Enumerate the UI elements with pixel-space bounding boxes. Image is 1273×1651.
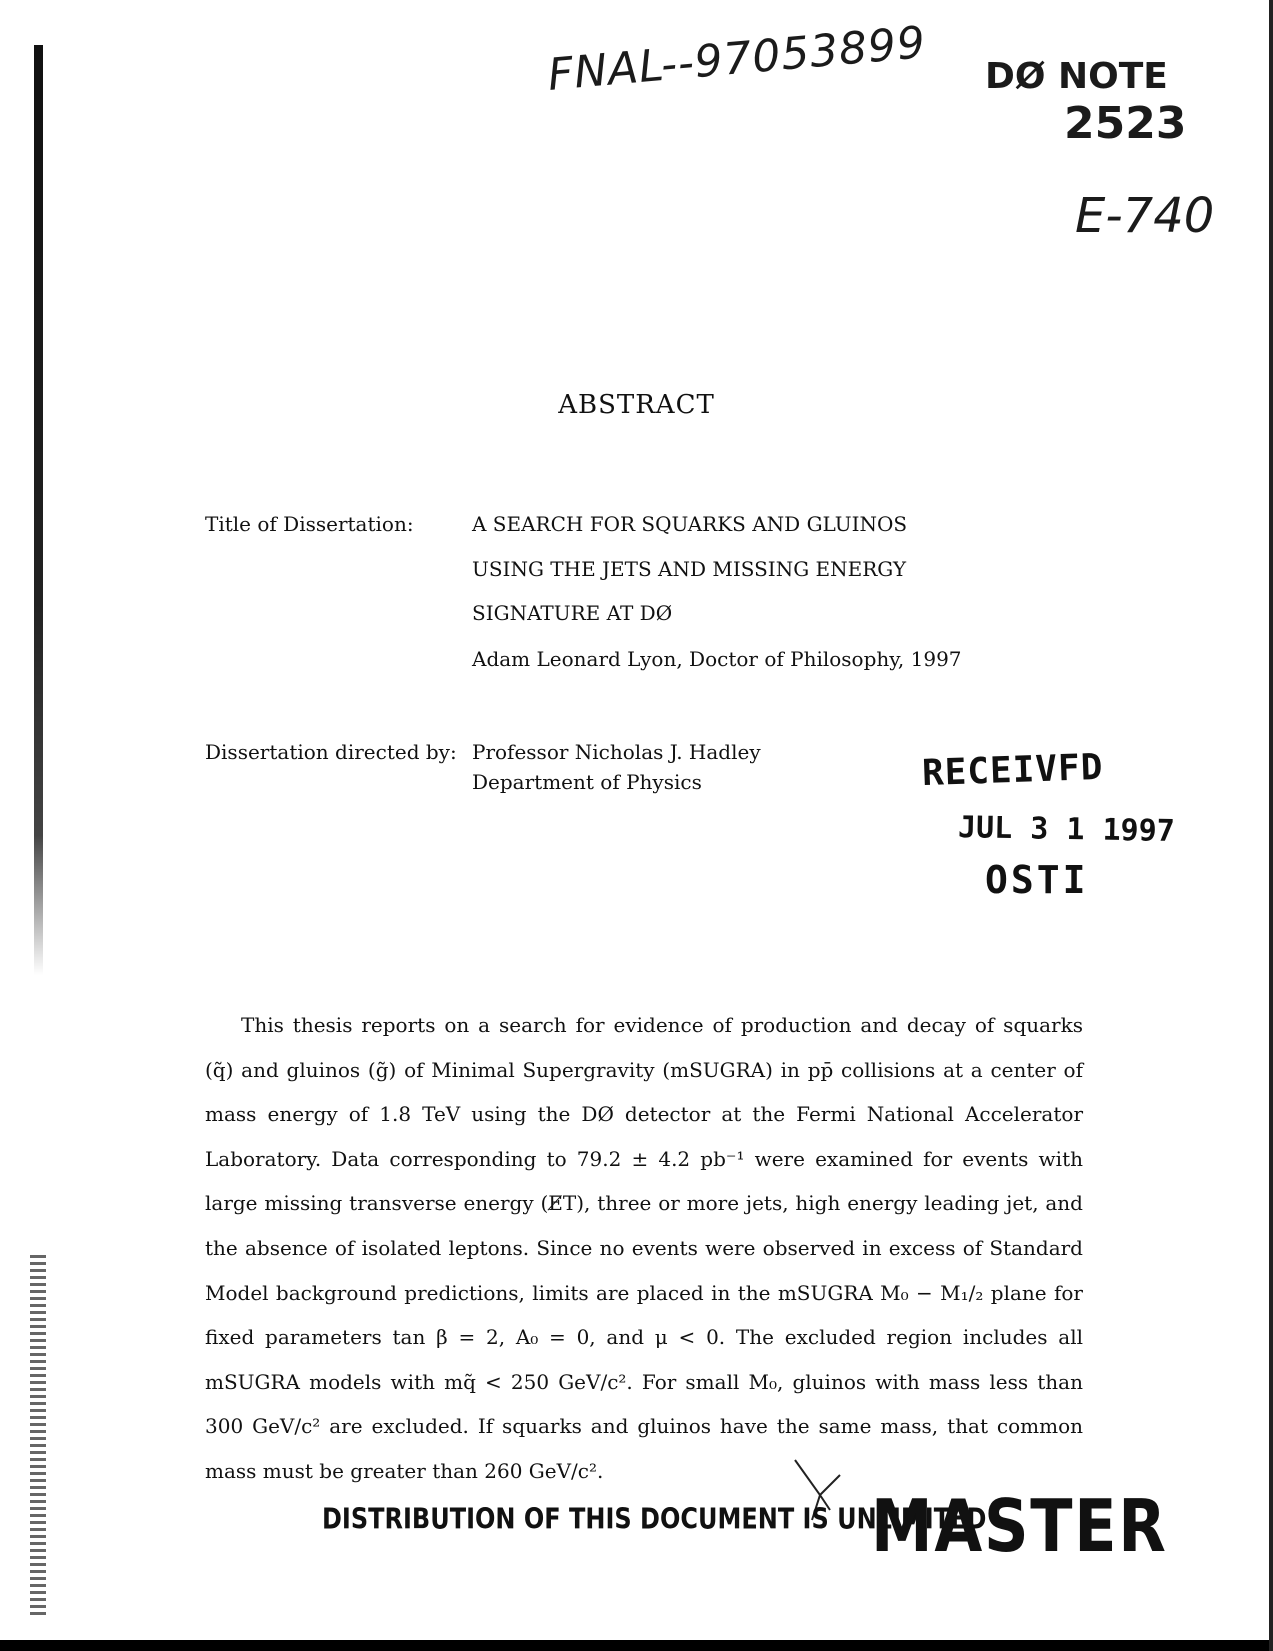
director-name: Professor Nicholas J. Hadley xyxy=(472,740,761,764)
title-line-3: SIGNATURE AT DØ xyxy=(472,601,673,625)
scan-edge-right xyxy=(1269,0,1273,1651)
scan-edge-left xyxy=(34,45,43,975)
received-date-stamp: JUL 3 1 1997 xyxy=(957,810,1176,849)
scan-edge-left-lower xyxy=(30,1255,46,1615)
abstract-heading: ABSTRACT xyxy=(558,390,715,420)
d0-note-label: DØ NOTE xyxy=(985,56,1168,97)
distribution-stamp: DISTRIBUTION OF THIS DOCUMENT IS UNLIMITED xyxy=(322,1502,987,1536)
director-department: Department of Physics xyxy=(472,770,702,794)
received-stamp: RECEIVFD xyxy=(921,746,1105,795)
experiment-number: E-740 xyxy=(1075,188,1215,244)
abstract-body xyxy=(205,1003,1083,1494)
title-line-1: A SEARCH FOR SQUARKS AND GLUINOS xyxy=(472,512,908,536)
abstract-text: This thesis reports on a search for evidence of production and decay of squarks (q̃) and gluinos (g̃) of Minimal Supergravity (mSUGRA) in pp̄ collisions at a center of mass energy of 1.8 TeV using the DØ detector at the Fermi National Accelerator Laboratory. Data corresponding to 79.2 ± 4.2 pb⁻¹ were examined for events with large missing transverse energy (E̸T), three or more jets, high energy leading jet, and the absence of isolated leptons. Since no events were observed in excess of Standard Model background predictions, limits are placed in the mSUGRA M₀ − M₁/₂ plane for fixed parameters tan β = 2, A₀ = 0, and μ < 0. The excluded region includes all mSUGRA models with mq̃ < 250 GeV/c². For small M₀, gluinos with mass less than 300 GeV/c² are excluded. If squarks and gluinos have the same mass, that common mass must be greater than 260 GeV/c². xyxy=(205,1013,1083,1483)
author-line: Adam Leonard Lyon, Doctor of Philosophy, 1997 xyxy=(472,647,962,671)
fnal-report-number: FNAL--97053899 xyxy=(545,17,928,101)
d0-note-number: 2523 xyxy=(1064,98,1187,149)
title-line-2: USING THE JETS AND MISSING ENERGY xyxy=(472,557,907,581)
title-label: Title of Dissertation: xyxy=(205,512,414,536)
master-stamp: MASTER xyxy=(871,1484,1168,1568)
scan-edge-bottom xyxy=(0,1640,1273,1651)
director-label: Dissertation directed by: xyxy=(205,740,457,764)
osti-stamp: OSTI xyxy=(985,858,1089,902)
